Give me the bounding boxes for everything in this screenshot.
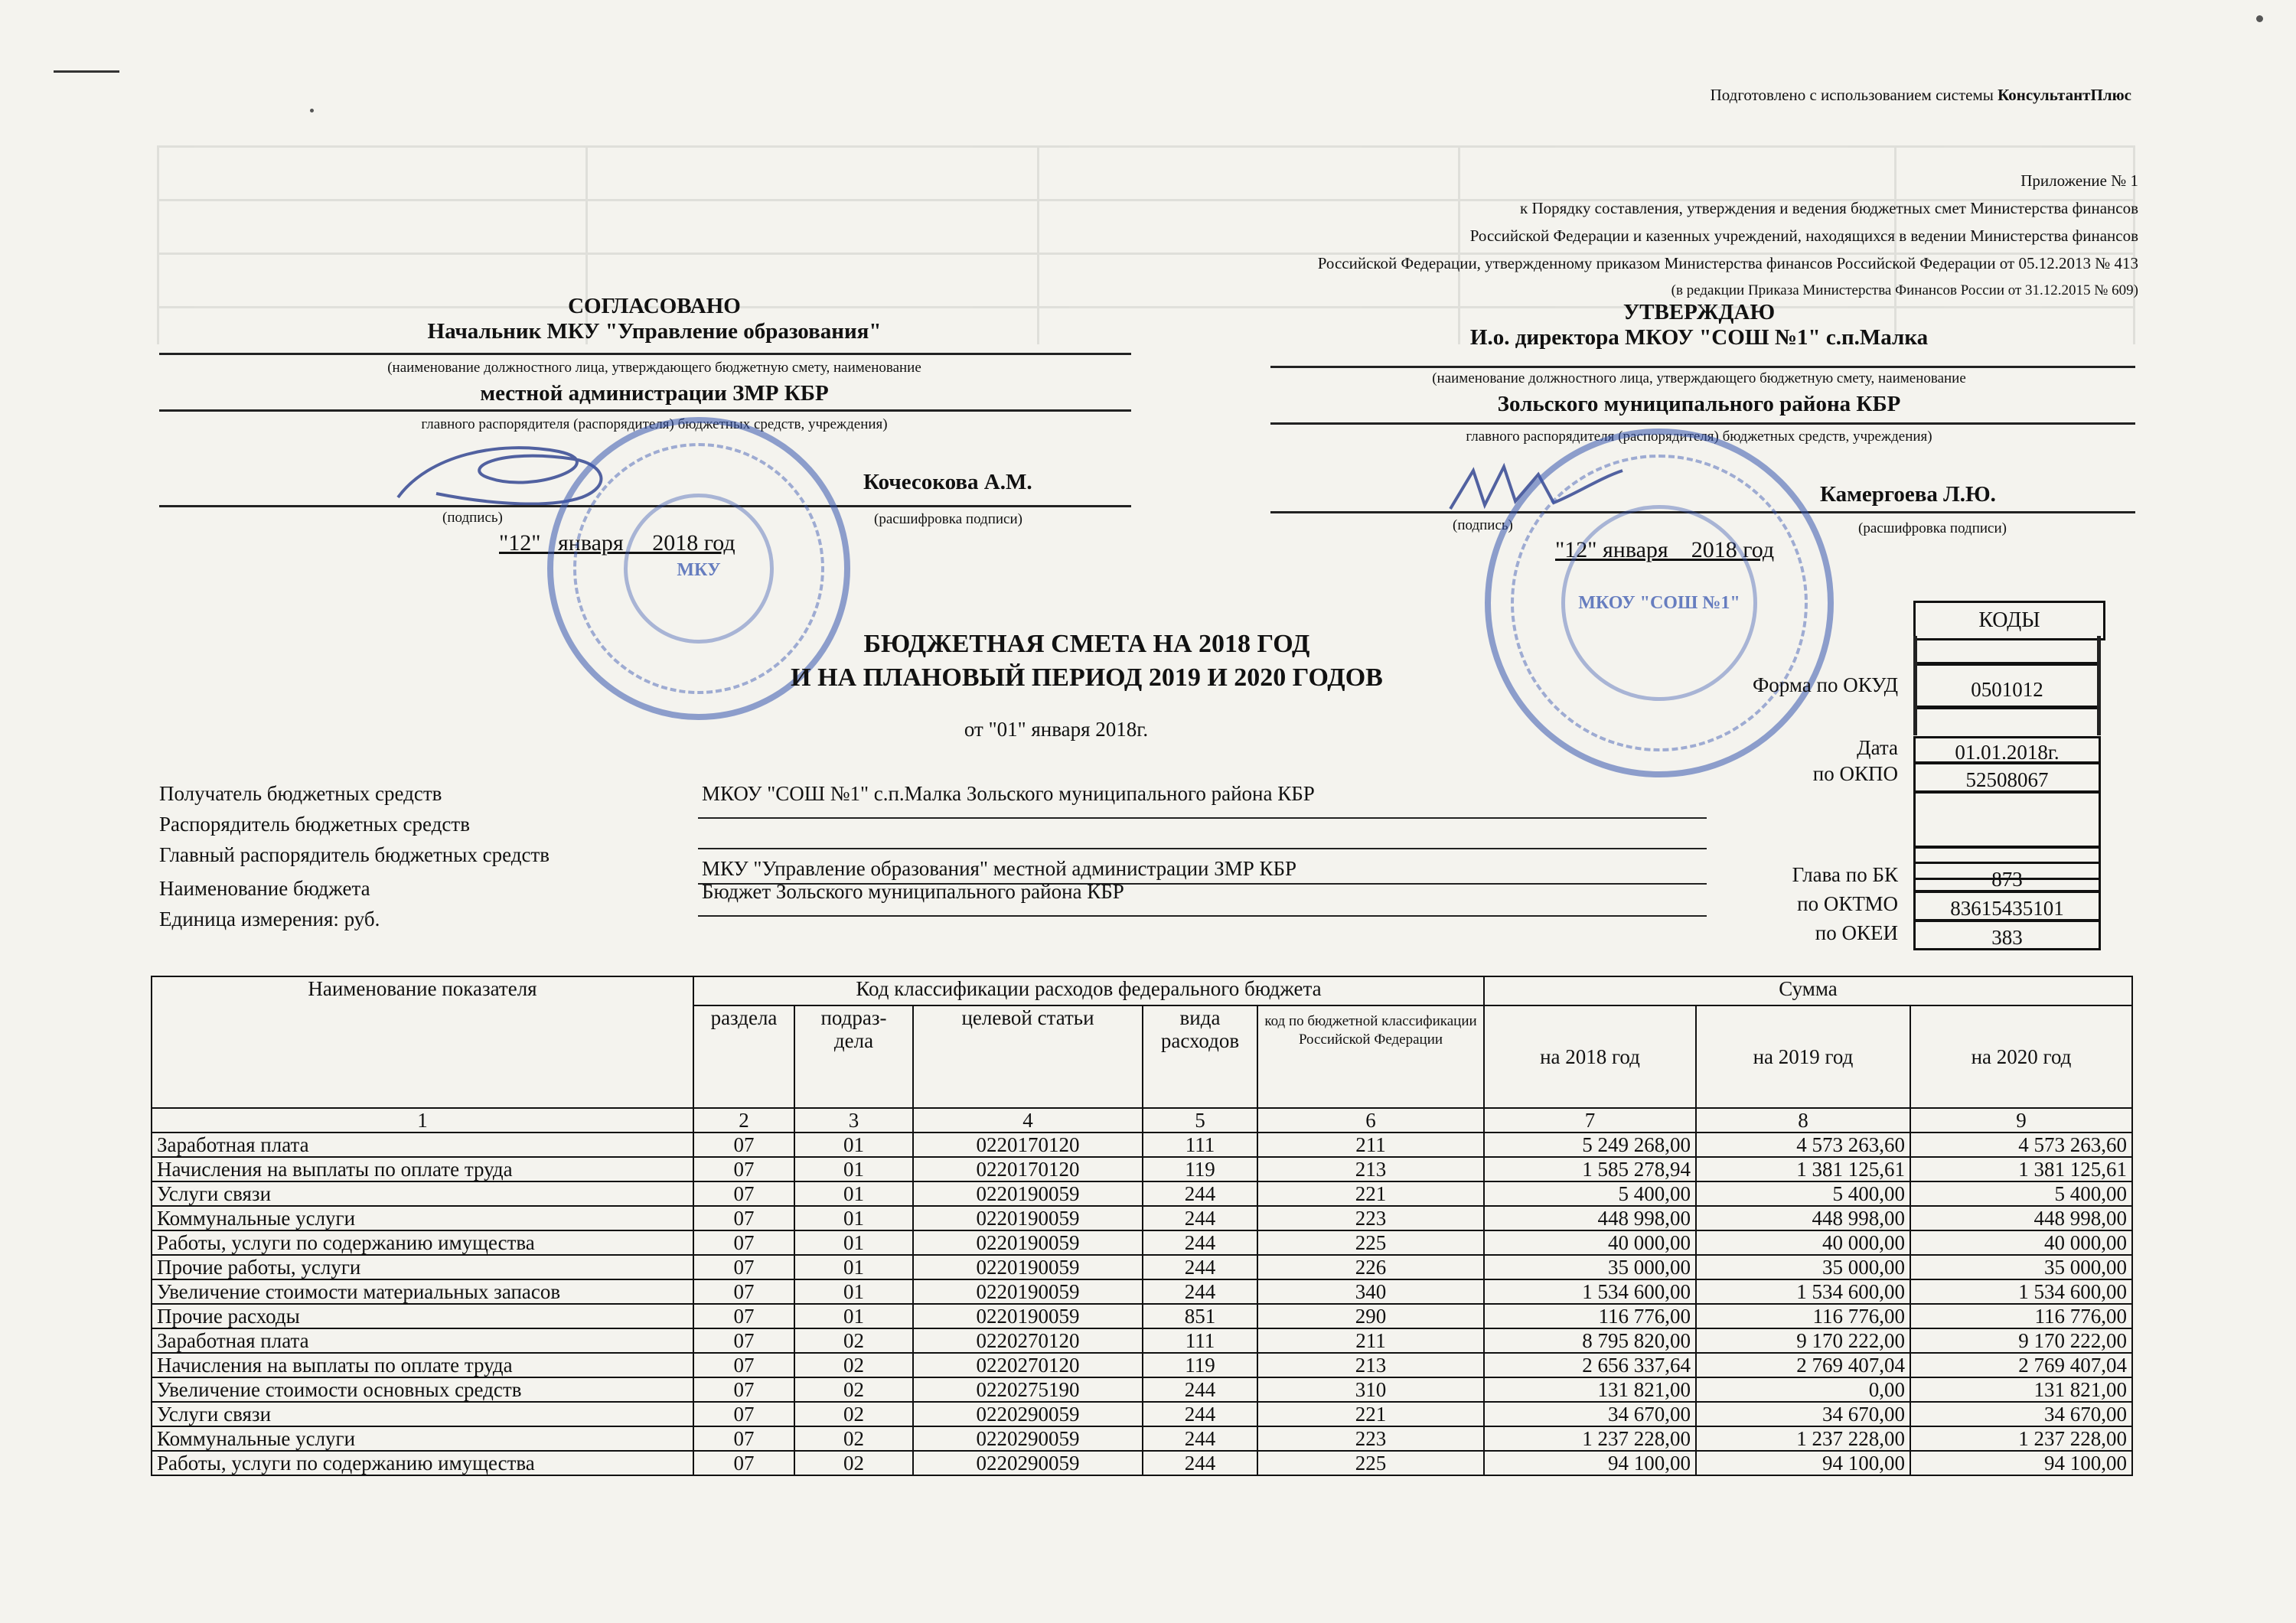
indicator-name: Начисления на выплаты по оплате труда (152, 1157, 693, 1181)
indicator-name: Коммунальные услуги (152, 1426, 693, 1451)
okud-label: Форма по ОКУД (1752, 673, 1898, 696)
sum-2019: 2 769 407,04 (1696, 1353, 1910, 1377)
podrazdel: 02 (794, 1328, 913, 1353)
agreed-caption-2: главного распорядителя (распорядителя) бюджетных средств, учреждения) (421, 416, 888, 432)
podrazdel: 01 (794, 1230, 913, 1255)
agreed-sign-caption: (подпись) (442, 510, 503, 526)
header-2020: на 2020 год (1910, 1005, 2132, 1108)
budget-value: Бюджет Зольского муниципального района КБР (702, 880, 1124, 903)
header-vid: вида расходов (1143, 1005, 1257, 1108)
indicator-name: Работы, услуги по содержанию имущества (152, 1230, 693, 1255)
kbk-code: 223 (1257, 1426, 1484, 1451)
field-underline (698, 817, 1707, 819)
podrazdel: 01 (794, 1206, 913, 1230)
kbk-code: 340 (1257, 1279, 1484, 1304)
sum-2019: 1 237 228,00 (1696, 1426, 1910, 1451)
okei-label: по ОКЕИ (1815, 921, 1898, 944)
header-kbk: код по бюджетной классификации Российской Федерации (1257, 1005, 1484, 1108)
empty-code (1913, 791, 2101, 848)
target-article: 0220290059 (913, 1451, 1143, 1475)
column-number: 1 (152, 1108, 693, 1133)
sum-2019: 40 000,00 (1696, 1230, 1910, 1255)
sum-2018: 94 100,00 (1484, 1451, 1696, 1475)
podrazdel: 02 (794, 1377, 913, 1402)
indicator-name: Увеличение стоимости основных средств (152, 1377, 693, 1402)
table-row (152, 1304, 2132, 1328)
indicator-name: Работы, услуги по содержанию имущества (152, 1451, 693, 1475)
codes-border (2097, 636, 2101, 735)
header-name: Наименование показателя (152, 976, 693, 1108)
razdel: 07 (693, 1377, 794, 1402)
expense-type: 244 (1143, 1230, 1257, 1255)
kbk-code: 225 (1257, 1230, 1484, 1255)
razdel: 07 (693, 1157, 794, 1181)
razdel: 07 (693, 1328, 794, 1353)
sum-2018: 131 821,00 (1484, 1377, 1696, 1402)
sum-2019: 4 573 263,60 (1696, 1133, 1910, 1157)
approve-stamp: МКОУ "СОШ №1" (1485, 429, 1834, 777)
consultant-note: Подготовлено с использованием системы КонсультантПлюс (1710, 86, 2131, 104)
target-article: 0220190059 (913, 1206, 1143, 1230)
date-label: Дата (1857, 736, 1898, 759)
kbk-code: 225 (1257, 1451, 1484, 1475)
kbk-code: 211 (1257, 1328, 1484, 1353)
indicator-name: Увеличение стоимости материальных запасов (152, 1279, 693, 1304)
approve-org: Зольского муниципального района КБР (1497, 392, 1901, 416)
kbk-code: 211 (1257, 1133, 1484, 1157)
indicator-name: Заработная плата (152, 1328, 693, 1353)
sum-2018: 1 237 228,00 (1484, 1426, 1696, 1451)
field-underline (698, 848, 1707, 849)
chief-value: МКУ "Управление образования" местной администрации ЗМР КБР (702, 857, 1297, 880)
razdel: 07 (693, 1181, 794, 1206)
okud-code: 0501012 (1913, 662, 2101, 709)
sum-2020: 34 670,00 (1910, 1402, 2132, 1426)
column-number: 4 (913, 1108, 1143, 1133)
sum-2020: 1 237 228,00 (1910, 1426, 2132, 1451)
header-code: Код классификации расходов федерального бюджета (693, 976, 1484, 1005)
unit-label: Единица измерения: руб. (159, 908, 380, 930)
kbk-code: 221 (1257, 1402, 1484, 1426)
kbk-code: 226 (1257, 1255, 1484, 1279)
okei-code: 383 (1913, 920, 2101, 950)
razdel: 07 (693, 1133, 794, 1157)
budget-label: Наименование бюджета (159, 877, 370, 900)
okpo-label: по ОКПО (1812, 762, 1898, 785)
expense-type: 244 (1143, 1279, 1257, 1304)
kbk-code: 221 (1257, 1181, 1484, 1206)
glava-code: 873 (1913, 862, 2101, 892)
approve-heading: УТВЕРЖДАЮ (1623, 300, 1776, 324)
sum-2019: 9 170 222,00 (1696, 1328, 1910, 1353)
field-underline (698, 915, 1707, 917)
sum-2018: 1 585 278,94 (1484, 1157, 1696, 1181)
column-number: 7 (1484, 1108, 1696, 1133)
razdel: 07 (693, 1230, 794, 1255)
sum-2019: 448 998,00 (1696, 1206, 1910, 1230)
expense-type: 244 (1143, 1206, 1257, 1230)
expense-type: 244 (1143, 1181, 1257, 1206)
sum-2020: 131 821,00 (1910, 1377, 2132, 1402)
header-razdel: раздела (693, 1005, 794, 1108)
sum-2020: 2 769 407,04 (1910, 1353, 2132, 1377)
sum-2019: 94 100,00 (1696, 1451, 1910, 1475)
column-number: 9 (1910, 1108, 2132, 1133)
target-article: 0220190059 (913, 1304, 1143, 1328)
agreed-position: Начальник МКУ "Управление образования" (427, 319, 882, 344)
header-2019: на 2019 год (1696, 1005, 1910, 1108)
razdel: 07 (693, 1353, 794, 1377)
approve-caption-1: (наименование должностного лица, утверждающего бюджетную смету, наименование (1432, 370, 1966, 386)
target-article: 0220270120 (913, 1328, 1143, 1353)
table-row (152, 1279, 2132, 1304)
approve-underline (1270, 366, 2135, 368)
sum-2020: 9 170 222,00 (1910, 1328, 2132, 1353)
approve-date: "12" января 2018 год (1555, 537, 1775, 562)
column-number: 3 (794, 1108, 913, 1133)
podrazdel: 01 (794, 1157, 913, 1181)
table-body (152, 1133, 2132, 1475)
target-article: 0220170120 (913, 1133, 1143, 1157)
sum-2018: 5 400,00 (1484, 1181, 1696, 1206)
chief-label: Главный распорядитель бюджетных средств (159, 843, 550, 866)
target-article: 0220290059 (913, 1402, 1143, 1426)
scan-speck (2256, 15, 2263, 22)
table-row (152, 1133, 2132, 1157)
target-article: 0220190059 (913, 1279, 1143, 1304)
table-row (152, 1353, 2132, 1377)
recipient-value: МКОУ "СОШ №1" с.п.Малка Зольского муниципального района КБР (702, 782, 1315, 805)
sum-2020: 94 100,00 (1910, 1451, 2132, 1475)
agreed-org: местной администрации ЗМР КБР (480, 381, 829, 406)
table-row (152, 1328, 2132, 1353)
sum-2020: 35 000,00 (1910, 1255, 2132, 1279)
sum-2020: 1 534 600,00 (1910, 1279, 2132, 1304)
target-article: 0220270120 (913, 1353, 1143, 1377)
column-number: 6 (1257, 1108, 1484, 1133)
agreed-heading: СОГЛАСОВАНО (568, 294, 741, 318)
agreed-caption-1: (наименование должностного лица, утверждающего бюджетную смету, наименование (387, 360, 921, 376)
column-number: 5 (1143, 1108, 1257, 1133)
sum-2018: 2 656 337,64 (1484, 1353, 1696, 1377)
target-article: 0220190059 (913, 1181, 1143, 1206)
expense-type: 244 (1143, 1426, 1257, 1451)
sum-2018: 1 534 600,00 (1484, 1279, 1696, 1304)
header-2018: на 2018 год (1484, 1005, 1696, 1108)
expense-type: 851 (1143, 1304, 1257, 1328)
razdel: 07 (693, 1402, 794, 1426)
appendix-reference: Приложение № 1 к Порядку составления, утверждения и ведения бюджетных смет Министерства финансов Российской Федерации и казенных учреждений, находящихся в ведении Министерства финансов Российской Федерации, утвержденному приказом Министерства финансов Российской Федерации от 05.12.2013 № 413 (в редакции Приказа Министерства Финансов России от 31.12.2015 № 609) (1317, 171, 2138, 298)
sum-2018: 116 776,00 (1484, 1304, 1696, 1328)
podrazdel: 02 (794, 1451, 913, 1475)
sum-2020: 116 776,00 (1910, 1304, 2132, 1328)
sum-2018: 8 795 820,00 (1484, 1328, 1696, 1353)
podrazdel: 02 (794, 1353, 913, 1377)
expense-type: 119 (1143, 1157, 1257, 1181)
table-row (152, 1230, 2132, 1255)
agreed-signer: Кочесокова А.М. (863, 470, 1032, 494)
expense-type: 244 (1143, 1377, 1257, 1402)
approve-position: И.о. директора МКОУ "СОШ №1" с.п.Малка (1469, 325, 1929, 350)
sum-2018: 5 249 268,00 (1484, 1133, 1696, 1157)
budget-table (151, 976, 2133, 1476)
sum-2019: 0,00 (1696, 1377, 1910, 1402)
approve-caption-2: главного распорядителя (распорядителя) бюджетных средств, учреждения) (1466, 429, 1932, 445)
kbk-code: 213 (1257, 1157, 1484, 1181)
manager-label: Распорядитель бюджетных средств (159, 813, 470, 836)
sum-2019: 1 381 125,61 (1696, 1157, 1910, 1181)
table-row (152, 1451, 2132, 1475)
sum-2018: 35 000,00 (1484, 1255, 1696, 1279)
expense-type: 244 (1143, 1451, 1257, 1475)
razdel: 07 (693, 1279, 794, 1304)
indicator-name: Услуги связи (152, 1181, 693, 1206)
target-article: 0220275190 (913, 1377, 1143, 1402)
razdel: 07 (693, 1304, 794, 1328)
sum-2019: 5 400,00 (1696, 1181, 1910, 1206)
sum-2019: 34 670,00 (1696, 1402, 1910, 1426)
target-article: 0220170120 (913, 1157, 1143, 1181)
sum-2018: 448 998,00 (1484, 1206, 1696, 1230)
approve-decode-caption: (расшифровка подписи) (1858, 520, 2007, 536)
column-number: 8 (1696, 1108, 1910, 1133)
sum-2020: 4 573 263,60 (1910, 1133, 2132, 1157)
approve-sign-caption: (подпись) (1453, 517, 1513, 533)
header-sum: Сумма (1484, 976, 2132, 1005)
expense-type: 111 (1143, 1328, 1257, 1353)
target-article: 0220190059 (913, 1255, 1143, 1279)
podrazdel: 01 (794, 1133, 913, 1157)
agreed-stamp: МКУ (547, 417, 850, 720)
sum-2020: 1 381 125,61 (1910, 1157, 2132, 1181)
table-row (152, 1377, 2132, 1402)
table-row (152, 1255, 2132, 1279)
indicator-name: Услуги связи (152, 1402, 693, 1426)
expense-type: 119 (1143, 1353, 1257, 1377)
podrazdel: 01 (794, 1181, 913, 1206)
indicator-name: Прочие расходы (152, 1304, 693, 1328)
codes-border (1913, 636, 1917, 735)
scan-mark (54, 70, 119, 73)
podrazdel: 02 (794, 1402, 913, 1426)
page-title: БЮДЖЕТНАЯ СМЕТА НА 2018 ГОД И НА ПЛАНОВЫЙ ПЕРИОД 2019 И 2020 ГОДОВ (791, 630, 1383, 692)
approve-block (1263, 300, 2135, 350)
indicator-name: Начисления на выплаты по оплате труда (152, 1353, 693, 1377)
column-number-row (152, 1108, 2132, 1133)
table-row (152, 1157, 2132, 1181)
kbk-code: 213 (1257, 1353, 1484, 1377)
agreed-underline (159, 353, 1131, 355)
target-article: 0220290059 (913, 1426, 1143, 1451)
okpo-code: 52508067 (1913, 762, 2101, 793)
agreed-decode-caption: (расшифровка подписи) (874, 511, 1022, 527)
header-target: целевой статьи (913, 1005, 1143, 1108)
codes-heading: КОДЫ (1913, 601, 2105, 640)
column-number: 2 (693, 1108, 794, 1133)
expense-type: 111 (1143, 1133, 1257, 1157)
sum-2019: 1 534 600,00 (1696, 1279, 1910, 1304)
glava-label: Глава по БК (1792, 863, 1898, 886)
recipient-label: Получатель бюджетных средств (159, 782, 442, 805)
razdel: 07 (693, 1206, 794, 1230)
date-code: 01.01.2018г. (1913, 736, 2101, 764)
sum-2019: 35 000,00 (1696, 1255, 1910, 1279)
expense-type: 244 (1143, 1255, 1257, 1279)
sum-2018: 40 000,00 (1484, 1230, 1696, 1255)
agreed-block (165, 294, 1144, 344)
indicator-name: Заработная плата (152, 1133, 693, 1157)
kbk-code: 290 (1257, 1304, 1484, 1328)
razdel: 07 (693, 1426, 794, 1451)
kbk-code: 310 (1257, 1377, 1484, 1402)
podrazdel: 02 (794, 1426, 913, 1451)
table-row (152, 1402, 2132, 1426)
agreed-date: "12" января 2018 год (499, 530, 735, 556)
header-podrazdel: подраз- дела (794, 1005, 913, 1108)
sum-2019: 116 776,00 (1696, 1304, 1910, 1328)
indicator-name: Прочие работы, услуги (152, 1255, 693, 1279)
podrazdel: 01 (794, 1304, 913, 1328)
sum-2020: 5 400,00 (1910, 1181, 2132, 1206)
indicator-name: Коммунальные услуги (152, 1206, 693, 1230)
approve-underline (1270, 422, 2135, 425)
approve-signer: Камергоева Л.Ю. (1820, 482, 1996, 507)
razdel: 07 (693, 1255, 794, 1279)
expense-type: 244 (1143, 1402, 1257, 1426)
target-article: 0220190059 (913, 1230, 1143, 1255)
sum-2018: 34 670,00 (1484, 1402, 1696, 1426)
podrazdel: 01 (794, 1279, 913, 1304)
document-date: от "01" января 2018г. (964, 718, 1149, 741)
table-row (152, 1206, 2132, 1230)
razdel: 07 (693, 1451, 794, 1475)
sum-2020: 40 000,00 (1910, 1230, 2132, 1255)
table-row (152, 1426, 2132, 1451)
podrazdel: 01 (794, 1255, 913, 1279)
agreed-underline (159, 409, 1131, 412)
scan-speck (310, 109, 314, 112)
kbk-code: 223 (1257, 1206, 1484, 1230)
table-row (152, 1181, 2132, 1206)
sum-2020: 448 998,00 (1910, 1206, 2132, 1230)
oktmo-label: по ОКТМО (1797, 892, 1898, 915)
oktmo-code: 83615435101 (1913, 891, 2101, 921)
